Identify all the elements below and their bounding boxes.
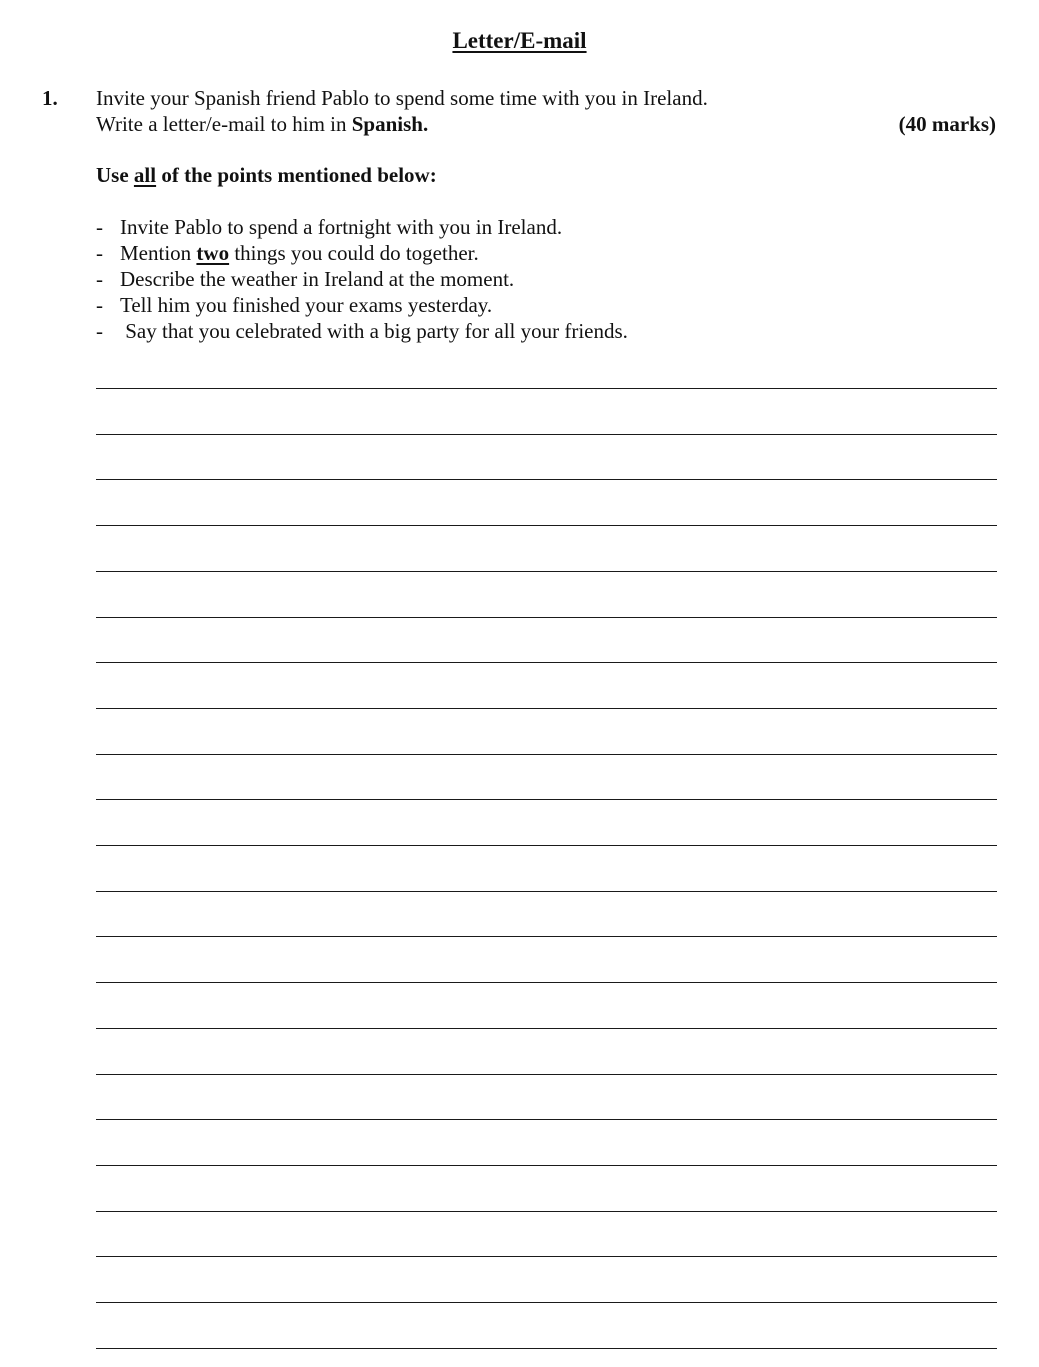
instruction-before: Use <box>96 163 134 187</box>
point-text-after: things you could do together. <box>229 241 479 265</box>
answer-line[interactable] <box>96 891 997 892</box>
marks-label: (40 marks) <box>898 112 996 136</box>
bullet-dash: - <box>96 293 103 317</box>
point-emphasis: two <box>196 241 230 265</box>
question-number: 1. <box>42 86 58 110</box>
language-emphasis: Spanish. <box>351 112 429 136</box>
point-text: Describe the weather in Ireland at the moment. <box>120 267 515 291</box>
answer-line[interactable] <box>96 617 997 618</box>
answer-line[interactable] <box>96 845 997 846</box>
answer-line[interactable] <box>96 388 997 389</box>
bullet-dash: - <box>96 241 103 265</box>
point-text-before: Mention <box>120 241 197 265</box>
point-text: Invite Pablo to spend a fortnight with you in Ireland. <box>120 215 563 239</box>
question-text-prefix: Write a letter/e-mail to him in <box>96 112 352 136</box>
answer-line[interactable] <box>96 708 997 709</box>
answer-line[interactable] <box>96 571 997 572</box>
answer-line[interactable] <box>96 479 997 480</box>
answer-writing-area[interactable] <box>96 0 997 1367</box>
answer-line[interactable] <box>96 434 997 435</box>
page-title: Letter/E-mail <box>452 28 587 53</box>
answer-line[interactable] <box>96 936 997 937</box>
answer-line[interactable] <box>96 1119 997 1120</box>
point-text: Say that you celebrated with a big party for all your friends. <box>120 319 628 343</box>
answer-line[interactable] <box>96 1028 997 1029</box>
answer-line[interactable] <box>96 1074 997 1075</box>
answer-line[interactable] <box>96 1256 997 1257</box>
bullet-dash: - <box>96 319 103 343</box>
point-text: Tell him you finished your exams yesterday. <box>120 293 493 317</box>
answer-line[interactable] <box>96 1211 997 1212</box>
answer-line[interactable] <box>96 754 997 755</box>
answer-line[interactable] <box>96 525 997 526</box>
instruction-emphasis: all <box>133 163 157 187</box>
answer-line[interactable] <box>96 662 997 663</box>
answer-line[interactable] <box>96 1302 997 1303</box>
instruction-after: of the points mentioned below: <box>156 163 437 187</box>
answer-line[interactable] <box>96 982 997 983</box>
question-text-line-1: Invite your Spanish friend Pablo to spend some time with you in Ireland. <box>96 86 708 110</box>
bullet-dash: - <box>96 267 103 291</box>
answer-line[interactable] <box>96 1165 997 1166</box>
answer-line[interactable] <box>96 1348 997 1349</box>
bullet-dash: - <box>96 215 103 239</box>
answer-line[interactable] <box>96 799 997 800</box>
